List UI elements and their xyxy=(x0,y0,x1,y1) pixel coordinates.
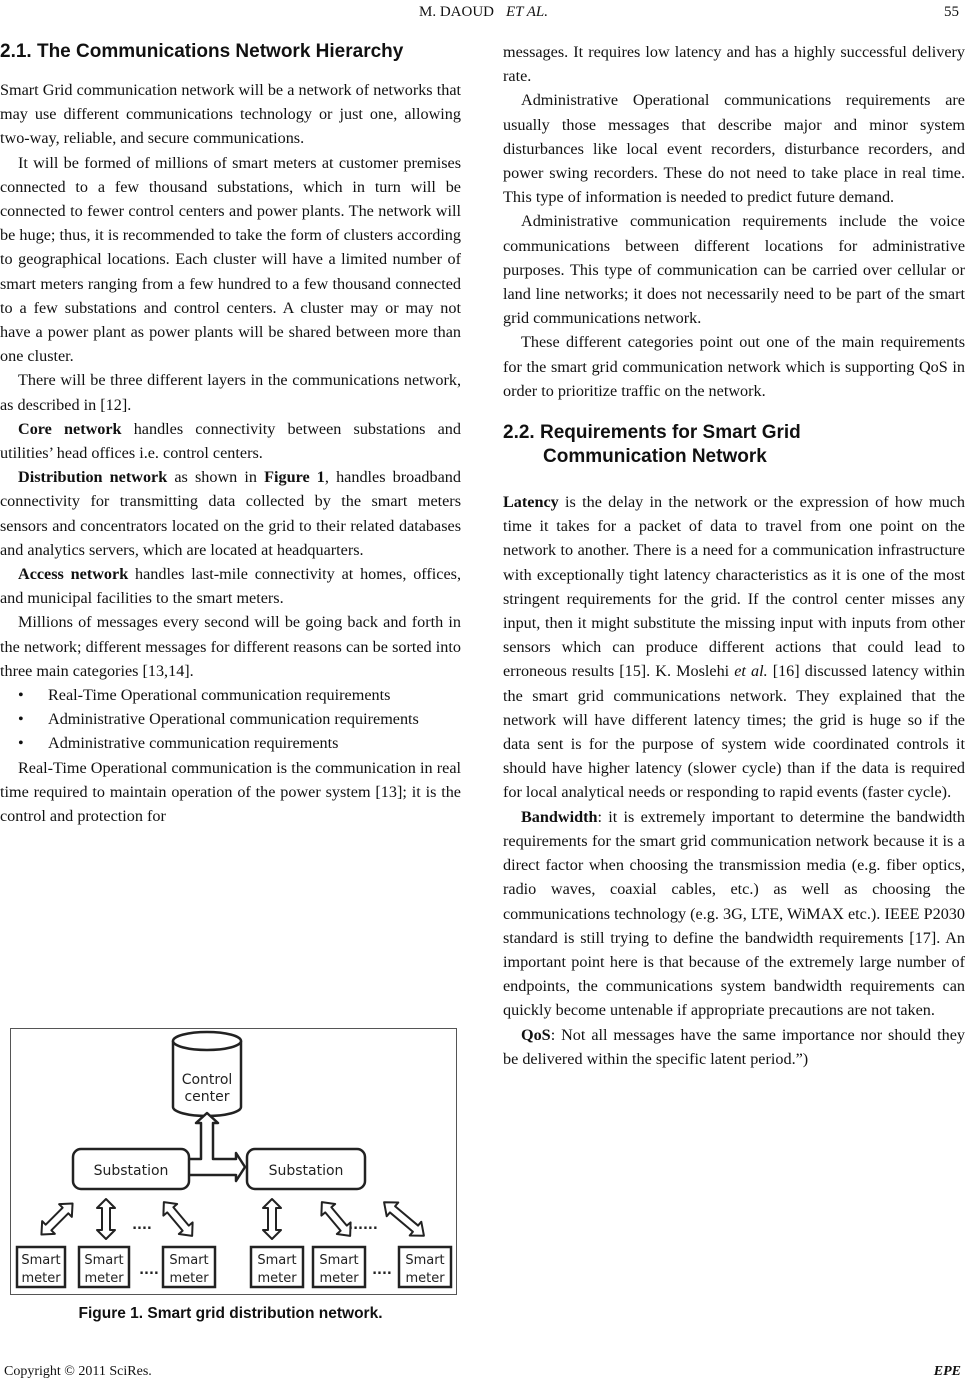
latency-text-b: [16] discussed latency within the smart grid communications network. They explained that the network will have different latency times; the grid is huge so if the data sent is for the purpose of system wide coordinated controls it should have higher latency (slower cycle) than if the data is required for local analytical needs or responding to rapid events (faster cycle). xyxy=(503,662,966,802)
list-item: • Real-Time Operational communication requirements xyxy=(0,683,461,707)
link-arrow xyxy=(35,1197,79,1241)
distribution-network-text-a: as shown in xyxy=(167,468,265,487)
latency-text-a: is the delay in the network or the expression of how much time it takes for a packet of data to travel from one point on the network to another. There is a need for a communication infrastructure with exceptionally tight latency characteristics as it is one of the most stringent requirements for the grid. If the control center misses any input, then it might substitute the missing input with inputs from other sensors which can produce different actions that could lead to erroneous results [15]. K. Moslehi xyxy=(503,493,965,681)
paragraph-clusters: It will be formed of millions of smart meters at customer premises connected to a few thousand substations, which in turn will be connected to fewer control centers and power plants. The network will be huge; thus, it is recommended to take the form of clusters according to geographical locations. Each cluster will have a limited number of smart meters ranging from a few hundred to a few thousand connected to a few substations and control centers. A cluster may or may not have a power plant as power plants will be shared between more than one cluster. xyxy=(0,153,461,366)
paragraph-latency xyxy=(503,490,965,805)
smart-meter-label: Smart xyxy=(319,1253,359,1268)
figure-reference: Figure 1 xyxy=(264,468,325,487)
control-center-cylinder xyxy=(173,1032,241,1116)
ellipsis-lower-right: .... xyxy=(372,1263,392,1278)
smart-meter-label: meter xyxy=(21,1271,61,1286)
paragraph-real-time: Real-Time Operational communication is the communication in real time required to maintain operation of the power system [13]; it is the control and protection for xyxy=(0,758,461,826)
smart-meter-label: meter xyxy=(319,1271,359,1286)
paragraph-qos xyxy=(503,1023,965,1071)
term-distribution-network: Distribution network xyxy=(18,468,168,487)
bandwidth-text: : it is extremely important to determine the bandwidth requirements for the smart grid communication network because it is a direct factor when choosing the transmission media (e.g. fiber optics, radio waves, coaxial cables, etc.) as well as choosing the communications technology (e.g. 3G, LTE, WiMAX etc.). IEEE P2030 standard is still trying to define the bandwidth requirements [17]. An important point here is that because of the extremely large number of endpoints, the communications system bandwidth requirements can quickly become untenable if appropriate precautions are not taken. xyxy=(503,807,965,1020)
ellipsis-upper-left: .... xyxy=(132,1218,152,1233)
section-heading-2-1: 2.1. The Communications Network Hierarchy xyxy=(0,41,404,62)
substation-left-label: Substation xyxy=(93,1163,169,1179)
qos-text: : Not all messages have the same importance nor should they be delivered within the specific latent period.”) xyxy=(503,1025,965,1068)
copyright-notice: Copyright © 2011 SciRes. xyxy=(4,1364,152,1379)
paragraph-admin-communication: Administrative communication requirements include the voice communications between different locations for administrative purposes. This type of communication can be carried over cellular or land line networks; it does not necessarily need to be part of the smart grid communications network. xyxy=(503,212,965,328)
smart-meter xyxy=(399,1247,451,1287)
paragraph-access-network xyxy=(0,562,461,610)
ellipsis-upper-right: ...... xyxy=(348,1218,378,1233)
paragraph-continued: messages. It requires low latency and has a highly successful delivery rate. xyxy=(503,43,965,86)
running-header xyxy=(0,4,967,24)
right-column xyxy=(503,40,965,1071)
list-item: • Administrative communication requirements xyxy=(0,731,461,755)
term-latency: Latency xyxy=(503,493,559,512)
term-access-network: Access network xyxy=(18,565,129,584)
control-center-label-2: center xyxy=(184,1089,230,1105)
paragraph-categories: These different categories point out one of the main requirements for the smart grid communication network which is supporting QoS in order to prioritize traffic on the network. xyxy=(503,333,965,400)
author-name: M. DAOUD xyxy=(419,4,495,20)
term-bandwidth: Bandwidth xyxy=(521,807,598,826)
smart-meter xyxy=(79,1247,129,1287)
paragraph-core-network xyxy=(0,417,461,465)
link-arrow xyxy=(97,1199,115,1239)
paragraph-bandwidth xyxy=(503,805,965,1023)
section-heading-2-2-line-1: 2.2. Requirements for Smart Grid xyxy=(503,422,801,444)
running-header-authors xyxy=(0,4,967,21)
smart-meter-label: meter xyxy=(405,1271,445,1286)
distribution-network-svg xyxy=(11,1029,456,1294)
smart-meter-boxes xyxy=(17,1247,451,1287)
term-core-network: Core network xyxy=(18,419,122,438)
link-arrow xyxy=(263,1199,281,1239)
smart-meter xyxy=(17,1247,65,1287)
smart-meter-label: Smart xyxy=(257,1253,297,1268)
journal-abbreviation: EPE xyxy=(933,1364,961,1379)
paragraph-network-of-networks: Smart Grid communication network will be a network of networks that may use different communications technology or just one, allowing two-way, reliable, and secure communications. xyxy=(0,81,461,148)
paragraph-distribution-network xyxy=(0,465,461,562)
link-arrow xyxy=(157,1196,199,1241)
page-number: 55 xyxy=(944,4,959,20)
section-heading-2-2 xyxy=(503,421,965,469)
smart-meter-label: meter xyxy=(84,1271,124,1286)
substation-right-label: Substation xyxy=(268,1163,344,1179)
paragraph-admin-operational: Administrative Operational communications requirements are usually those messages that describe major and minor system disturbances like local event recorders, disturbance recorders, and power swing recorders. These do not need to take place in real time. This type of information is needed to predict future demand. xyxy=(503,91,965,207)
core-network-text: handles connectivity between substations and utilities’ head offices i.e. control centers. xyxy=(0,419,461,463)
author-etal: ET AL. xyxy=(506,4,548,20)
smart-meter-label: Smart xyxy=(169,1253,209,1268)
link-arrow xyxy=(378,1195,429,1242)
smart-meter-label: meter xyxy=(169,1271,209,1286)
smart-meter-label: meter xyxy=(257,1271,297,1286)
smart-meter-label: Smart xyxy=(405,1253,445,1268)
list-item: • Administrative Operational communication requirements xyxy=(0,707,461,731)
paragraph-messages: Millions of messages every second will be going back and forth in the network; different messages for different reasons can be sorted into three main categories [13,14]. xyxy=(0,613,461,680)
figure-1-diagram xyxy=(10,1028,457,1295)
latency-etal: et al. xyxy=(734,662,768,681)
smart-meter-label: Smart xyxy=(84,1253,124,1268)
distribution-network-text-b: , handles broadband connectivity for transmitting data collected by the smart meters sensors and concentrators located on the grid to their related databases and analytics servers, which are located at headquarters. xyxy=(0,468,461,559)
section-heading-2-2-line-2: Communication Network xyxy=(543,446,767,468)
access-network-text: handles last-mile connectivity at homes, offices, and municipal facilities to the smart meters. xyxy=(0,565,461,608)
smart-meter-label: Smart xyxy=(21,1253,61,1268)
requirements-list xyxy=(0,683,461,756)
ellipsis-lower-left: .... xyxy=(139,1263,159,1278)
smart-meter xyxy=(163,1247,215,1287)
smart-meter xyxy=(313,1247,365,1287)
term-qos: QoS xyxy=(521,1025,551,1044)
left-column xyxy=(0,40,461,828)
paragraph-three-layers: There will be three different layers in the communications network, as described in [12]. xyxy=(0,371,461,414)
smart-meter xyxy=(251,1247,303,1287)
figure-1-caption: Figure 1. Smart grid distribution network. xyxy=(78,1305,383,1322)
control-center-label-1: Control xyxy=(181,1072,233,1088)
